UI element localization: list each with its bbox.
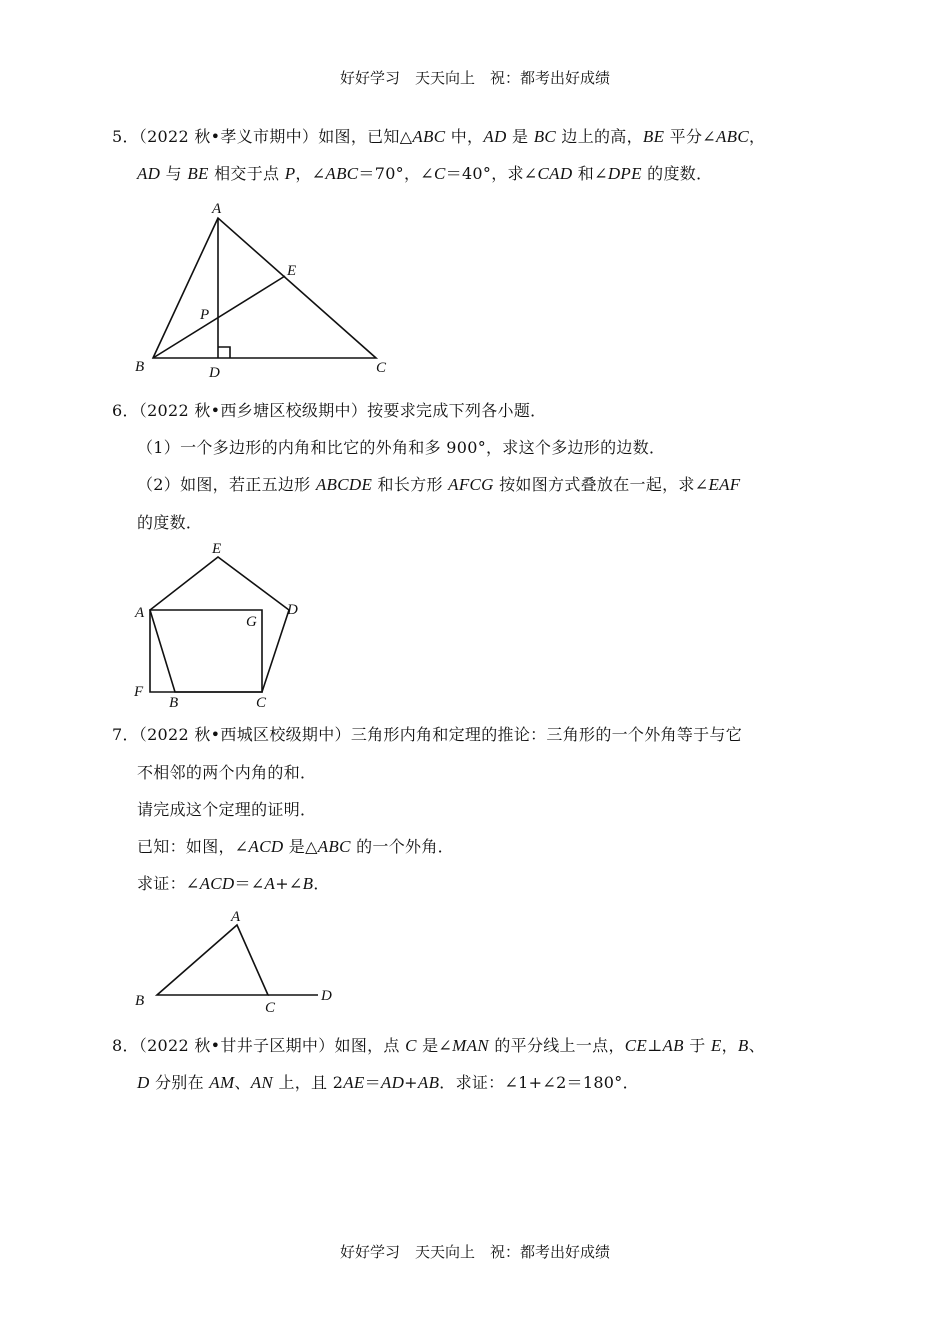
label-f: F <box>134 684 144 700</box>
label-d: D <box>287 602 298 618</box>
label-a: A <box>231 909 241 925</box>
label-c: C <box>265 1000 276 1016</box>
q7-line-4: 已知：如图，∠ACD 是△ABC 的一个外角． <box>137 837 454 856</box>
label-p: P <box>200 307 210 323</box>
label-e: E <box>212 541 222 557</box>
label-d: D <box>209 365 220 381</box>
label-b: B <box>169 695 179 711</box>
label-a: A <box>135 605 145 621</box>
q8-line-2: D 分别在 AM、AN 上，且 2AE＝AD+AB．求证：∠1+∠2＝180°． <box>137 1073 639 1092</box>
label-c: C <box>376 360 387 376</box>
q6-line-4: 的度数． <box>137 513 203 532</box>
q7-line-3: 请完成这个定理的证明． <box>137 800 317 819</box>
label-g: G <box>246 614 257 630</box>
q7-line-5: 求证：∠ACD＝∠A+∠B． <box>137 874 330 893</box>
q7-line-2: 不相邻的两个内角的和． <box>137 763 317 782</box>
triangle-abc <box>157 925 268 995</box>
q5-line-2: AD 与 BE 相交于点 P，∠ABC＝70°，∠C＝40°，求∠CAD 和∠DPE 的度数． <box>137 164 713 183</box>
q5-line-1: 5．（2022 秋•孝义市期中）如图，已知△ABC 中，AD 是 BC 边上的高，BE 平分∠ABC， <box>112 127 766 146</box>
label-e: E <box>287 263 297 279</box>
page-header: 好好学习 天天向上 祝：都考出好成绩 <box>339 69 610 87</box>
q7-line-1: 7．（2022 秋•西城区校级期中）三角形内角和定理的推论：三角形的一个外角等于与它 <box>112 725 743 744</box>
page-footer: 好好学习 天天向上 祝：都考出好成绩 <box>339 1243 610 1261</box>
label-b: B <box>135 359 145 375</box>
q6-line-1: 6．（2022 秋•西乡塘区校级期中）按要求完成下列各小题． <box>112 401 547 420</box>
q6-line-3: （2）如图，若正五边形 ABCDE 和长方形 AFCG 按如图方式叠放在一起，求∠EAF <box>137 475 741 494</box>
q8-line-1: 8．（2022 秋•甘井子区期中）如图，点 C 是∠MAN 的平分线上一点，CE⊥AB 于 E，B、 <box>112 1036 765 1055</box>
label-a: A <box>212 201 222 217</box>
label-d: D <box>321 988 332 1004</box>
label-b: B <box>135 993 145 1009</box>
q6-line-2: （1）一个多边形的内角和比它的外角和多 900°，求这个多边形的边数． <box>137 438 666 457</box>
label-c: C <box>256 695 267 711</box>
